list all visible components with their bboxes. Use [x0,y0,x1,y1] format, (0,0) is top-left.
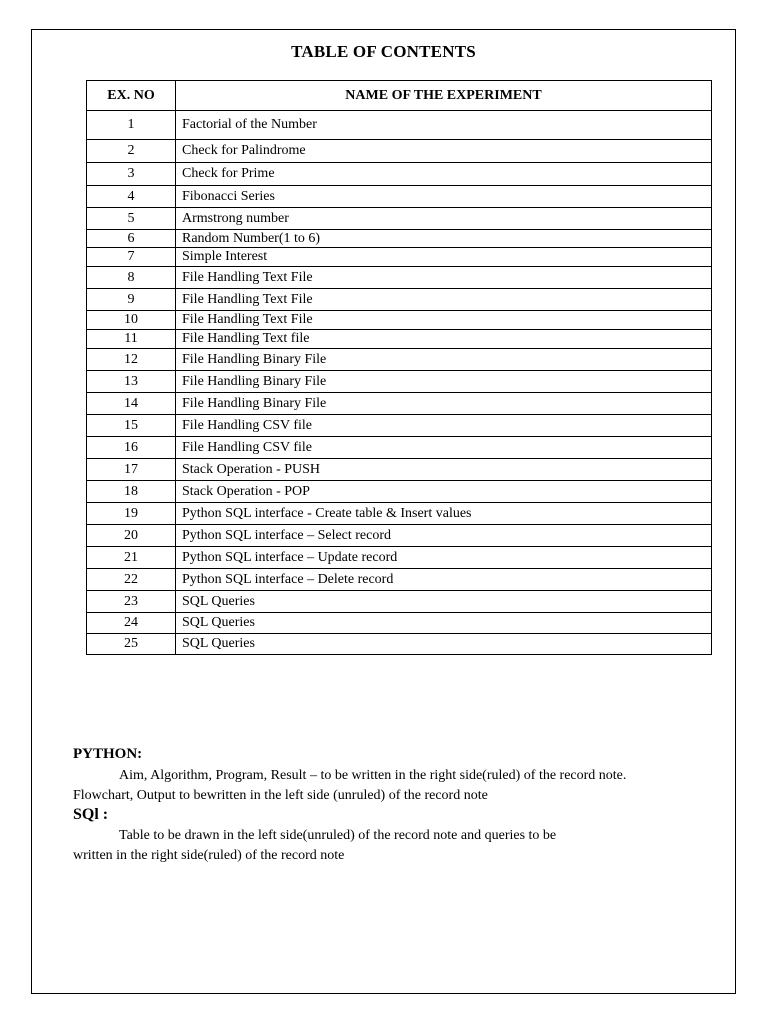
cell-ex-no: 13 [87,371,176,393]
table-row [87,140,712,163]
cell-ex-no: 20 [87,525,176,547]
cell-experiment-name: SQL Queries [176,591,712,613]
table-row [87,230,712,248]
cell-ex-no: 1 [87,111,176,140]
table-row [87,311,712,330]
cell-experiment-name: File Handling Text File [176,311,712,330]
cell-ex-no: 5 [87,208,176,230]
cell-experiment-name: Random Number(1 to 6) [176,230,712,248]
table-row [87,349,712,371]
cell-ex-no: 12 [87,349,176,371]
table-row [87,186,712,208]
cell-experiment-name: Python SQL interface – Delete record [176,569,712,591]
cell-experiment-name: File Handling Text File [176,289,712,311]
contents-table [86,80,712,655]
cell-ex-no: 24 [87,613,176,634]
cell-ex-no: 11 [87,330,176,349]
cell-ex-no: 16 [87,437,176,459]
cell-ex-no: 25 [87,634,176,655]
cell-ex-no: 9 [87,289,176,311]
cell-ex-no: 4 [87,186,176,208]
python-note-line-1: Aim, Algorithm, Program, Result – to be written in the right side(ruled) of the record note. [119,768,627,783]
table-row [87,111,712,140]
cell-experiment-name: Simple Interest [176,248,712,267]
table-row [87,208,712,230]
python-note-line-2: Flowchart, Output to bewritten in the left side (unruled) of the record note [73,788,488,803]
table-row [87,415,712,437]
cell-experiment-name: Check for Prime [176,163,712,186]
table-row [87,371,712,393]
cell-ex-no: 14 [87,393,176,415]
page-title: TABLE OF CONTENTS [291,42,476,61]
table-row [87,459,712,481]
table-row [87,163,712,186]
cell-experiment-name: Python SQL interface – Update record [176,547,712,569]
table-row [87,267,712,289]
cell-ex-no: 18 [87,481,176,503]
sql-heading: SQl : [73,806,109,823]
cell-experiment-name: File Handling CSV file [176,415,712,437]
table-row [87,613,712,634]
cell-experiment-name: File Handling Binary File [176,349,712,371]
sql-note-line-1: Table to be drawn in the left side(unruled) of the record note and queries to be [119,828,557,843]
table-row [87,634,712,655]
cell-ex-no: 15 [87,415,176,437]
cell-experiment-name: Stack Operation - POP [176,481,712,503]
header-ex-no: EX. NO [87,81,176,111]
header-experiment-name: NAME OF THE EXPERIMENT [176,81,712,111]
cell-ex-no: 23 [87,591,176,613]
table-row [87,525,712,547]
table-row [87,330,712,349]
table-row [87,437,712,459]
cell-ex-no: 10 [87,311,176,330]
cell-ex-no: 7 [87,248,176,267]
table-row [87,569,712,591]
cell-ex-no: 3 [87,163,176,186]
sql-note-line-2: written in the right side(ruled) of the record note [73,848,345,863]
table-row [87,547,712,569]
cell-experiment-name: Armstrong number [176,208,712,230]
cell-ex-no: 6 [87,230,176,248]
cell-experiment-name: SQL Queries [176,613,712,634]
table-row [87,248,712,267]
cell-experiment-name: File Handling CSV file [176,437,712,459]
table-row [87,481,712,503]
cell-experiment-name: Python SQL interface – Select record [176,525,712,547]
cell-experiment-name: Python SQL interface - Create table & Insert values [176,503,712,525]
cell-experiment-name: Factorial of the Number [176,111,712,140]
table-row [87,393,712,415]
table-body [87,111,712,655]
cell-ex-no: 2 [87,140,176,163]
cell-experiment-name: Check for Palindrome [176,140,712,163]
table-row [87,289,712,311]
table-header-row [87,81,712,111]
cell-ex-no: 17 [87,459,176,481]
sql-notes [73,826,713,866]
python-heading: PYTHON: [73,746,143,762]
cell-ex-no: 8 [87,267,176,289]
cell-experiment-name: Stack Operation - PUSH [176,459,712,481]
cell-experiment-name: File Handling Binary File [176,371,712,393]
cell-experiment-name: File Handling Text file [176,330,712,349]
cell-experiment-name: SQL Queries [176,634,712,655]
cell-experiment-name: File Handling Binary File [176,393,712,415]
cell-experiment-name: Fibonacci Series [176,186,712,208]
cell-experiment-name: File Handling Text File [176,267,712,289]
table-row [87,591,712,613]
table-row [87,503,712,525]
python-notes [73,766,713,806]
cell-ex-no: 22 [87,569,176,591]
cell-ex-no: 21 [87,547,176,569]
cell-ex-no: 19 [87,503,176,525]
